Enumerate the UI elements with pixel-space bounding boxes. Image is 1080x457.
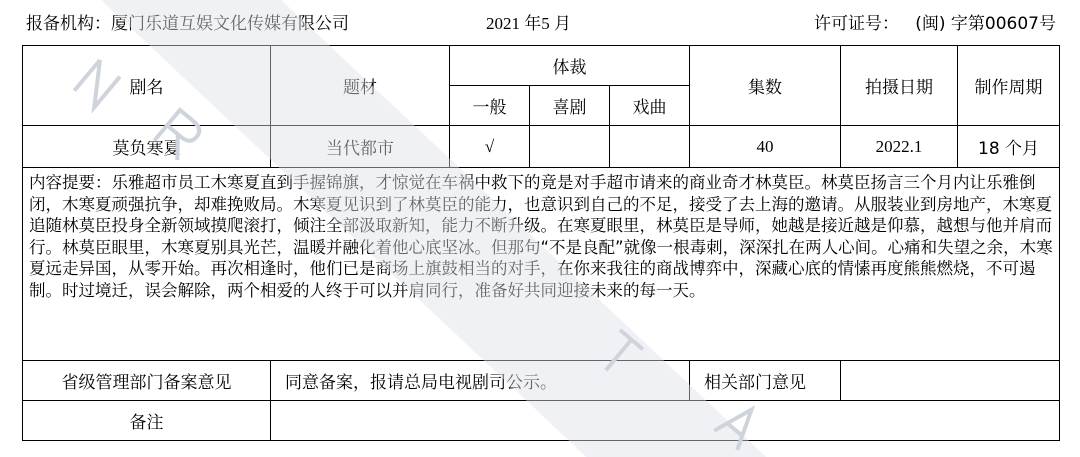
col-header-subject: 题材 [271,46,450,126]
registration-table [22,45,1060,441]
org-field [26,9,349,34]
header-row-1 [23,46,1060,86]
cell-title: 莫负寒夏 [23,126,271,168]
col-header-general: 一般 [450,86,530,126]
license-field [814,9,1056,34]
cell-opera-check [610,126,690,168]
col-header-opera: 戏曲 [610,86,690,126]
report-date: 2021 年5 月 [486,14,571,33]
org-label: 报备机构： [26,14,111,34]
col-header-title: 剧名 [23,46,271,126]
col-header-episodes: 集数 [690,46,841,126]
summary-label: 内容提要： [29,173,112,192]
col-header-comedy: 喜剧 [530,86,610,126]
cell-cycle: 18 个月 [958,126,1060,168]
related-opinion [841,361,1060,401]
col-header-cycle: 制作周期 [958,46,1060,126]
remarks-row [23,401,1060,441]
provincial-opinion: 同意备案，报请总局电视剧司公示。 [271,361,690,401]
record-row [23,126,1060,168]
approval-row [23,361,1060,401]
summary-cell [23,168,1060,361]
form-header [0,0,1080,40]
cell-comedy-check [530,126,610,168]
summary-row [23,168,1060,361]
remarks-label: 备注 [23,401,271,441]
cell-general-check: √ [450,126,530,168]
license-label: 许可证号： [814,14,900,34]
summary-text: 乐雅超市员工木寒夏直到手握锦旗，才惊觉在车祸中救下的竟是对手超市请来的商业奇才林莫臣。林莫臣扬言三个月内让乐雅倒闭，木寒夏顽强抗争，却难挽败局。木寒夏见识到了林莫臣的能力，也意识到自己的不足，接受了去上海的邀请。从服装业到房地产，木寒夏追随林莫臣投身全新领域摸爬滚打，倾注全部汲取新知，能力不断升级。在寒夏眼里，林莫臣是导师，她越是接近越是仰慕，越想与他并肩而行。林莫臣眼里，木寒夏别具光芒，温暖并融化着他心底坚冰。但那句“不是良配”就像一根毒刺，深深扎在两人心间。心痛和失望之余，木寒夏远走异国，从零开始。再次相逢时，他们已是商场上旗鼓相当的对手，在你来我往的商战博弈中，深藏心底的情愫再度熊熊燃烧，不可遏制。时过境迁，误会解除，两个相爱的人终于可以并肩同行，准备好共同迎接未来的每一天。 [29,173,1053,300]
col-header-genre: 体裁 [450,46,690,86]
col-header-shoot-date: 拍摄日期 [841,46,958,126]
provincial-label: 省级管理部门备案意见 [23,361,271,401]
license-number: (闽) 字第00607号 [915,14,1056,34]
cell-subject: 当代都市 [271,126,450,168]
org-name: 厦门乐道互娱文化传媒有限公司 [111,14,349,34]
cell-shoot-date: 2022.1 [841,126,958,168]
related-label: 相关部门意见 [690,361,841,401]
remarks-value [271,401,1060,441]
cell-episodes: 40 [690,126,841,168]
